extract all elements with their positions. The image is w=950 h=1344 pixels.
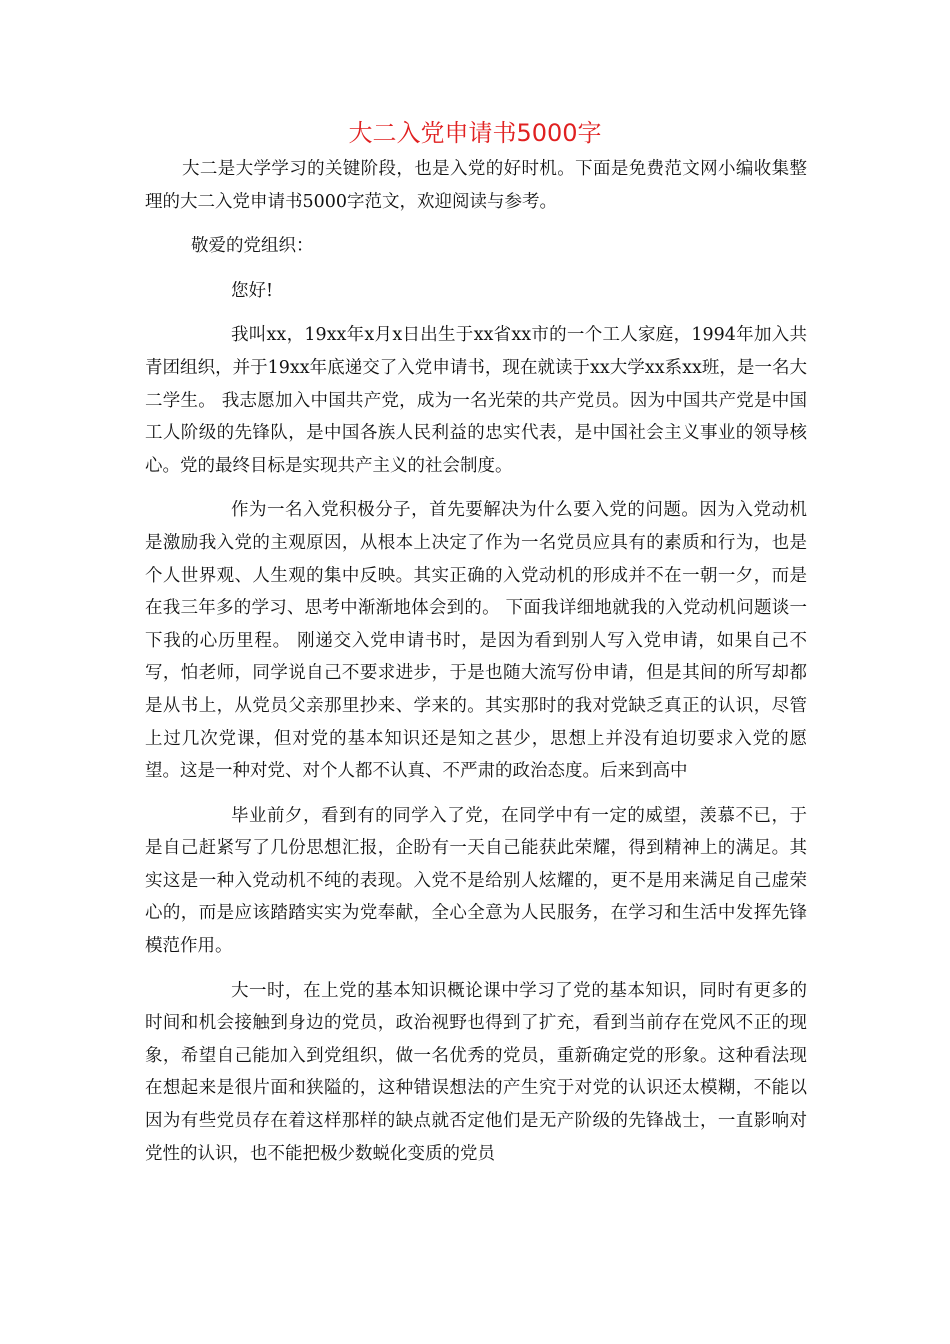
body-paragraph-2: 作为一名入党积极分子，首先要解决为什么要入党的问题。因为入党动机是激励我入党的主观原因，从根本上决定了作为一名党员应具有的素质和行为，也是个人世界观、人生观的集中反映。其实正确的入党动机的形成并不在一朝一夕，而是在我三年多的学习、思考中渐渐地体会到的。 下面我详细地就我的入党动机问题谈一下我的心历里程。 刚递交入党申请书时，是因为看到别人写入党申请，如果自己不写，怕老师，同学说自己不要求进步，于是也随大流写份申请，但是其间的所写却都是从书上，从党员父亲那里抄来、学来的。其实那时的我对党缺乏真正的认识，尽管上过几次党课，但对党的基本知识还是知之甚少，思想上并没有迫切要求入党的愿望。这是一种对党、对个人都不认真、不严肃的政治态度。后来到高中 [145, 500, 807, 782]
body-paragraph-1: 我叫xx，19xx年x月x日出生于xx省xx市的一个工人家庭，1994年加入共青团组织，并于19xx年底递交了入党申请书，现在就读于xx大学xx系xx班，是一名大二学生。 我志愿加入中国共产党，成为一名光荣的共产党员。因为中国共产党是中国工人阶级的先锋队，是中国各族人民利益的忠实代表，是中国社会主义事业的领导核心。党的最终目标是实现共产主义的社会制度。 [145, 325, 807, 476]
body-paragraph-4: 大一时，在上党的基本知识概论课中学习了党的基本知识，同时有更多的时间和机会接触到身边的党员，政治视野也得到了扩充，看到当前存在党风不正的现象，希望自己能加入到党组织，做一名优秀的党员，重新确定党的形象。这种看法现在想起来是很片面和狭隘的，这种错误想法的产生究于对党的认识还太模糊，不能以因为有些党员存在着这样那样的缺点就否定他们是无产阶级的先锋战士，一直影响对党性的认识，也不能把极少数蜕化变质的党员 [145, 980, 807, 1164]
body-paragraph-3: 毕业前夕，看到有的同学入了党，在同学中有一定的威望，羡慕不已，于是自己赶紧写了几份思想汇报，企盼有一天自己能获此荣耀，得到精神上的满足。其实这是一种入党动机不纯的表现。入党不是给别人炫耀的，更不是用来满足自己虚荣心的，而是应该踏踏实实为党奉献，全心全意为人民服务，在学习和生活中发挥先锋模范作用。 [145, 805, 807, 957]
document-body [145, 153, 807, 1182]
document-title: 大二入党申请书5000字 [348, 119, 602, 147]
salutation: 敬爱的党组织： [191, 236, 314, 257]
greeting: 您好! [231, 280, 274, 301]
intro-paragraph: 大二是大学学习的关键阶段，也是入党的好时机。下面是免费范文网小编收集整理的大二入党申请书5000字范文，欢迎阅读与参考。 [145, 159, 807, 212]
